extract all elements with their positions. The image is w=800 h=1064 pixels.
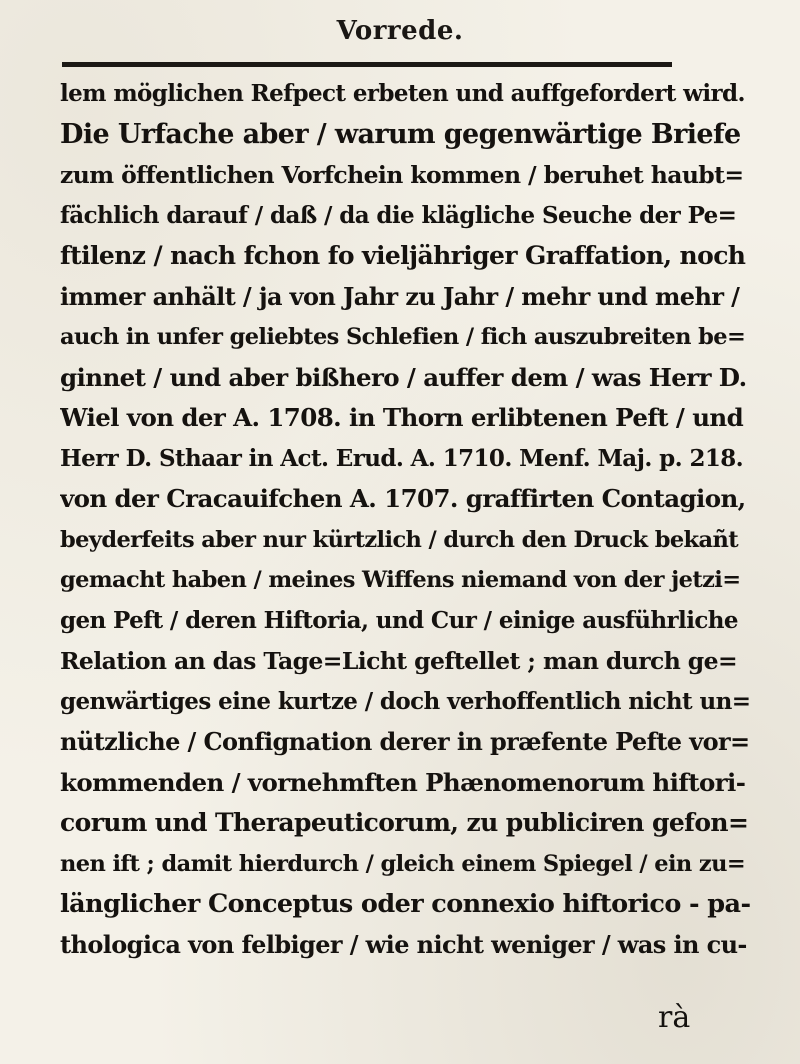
catchword: rà	[658, 1000, 691, 1035]
text-line: beyderfeits aber nur kürtzlich / durch den Druck bekañt	[60, 526, 739, 553]
text-line: von der Cracauifchen A. 1707. graffirten Contagion,	[60, 484, 746, 513]
text-line: zum öffentlichen Vorfchein kommen / beruhet haubt=	[60, 161, 744, 189]
text-line: corum und Therapeuticorum, zu publiciren gefon=	[60, 808, 749, 837]
text-line: nützliche / Confignation derer in præfente Pefte vor=	[60, 727, 750, 756]
text-line: lem möglichen Refpect erbeten und auffgefordert wird.	[60, 80, 745, 107]
text-line: kommenden / vornehmften Phænomenorum hiftori-	[60, 767, 746, 797]
text-line: nen ift ; damit hierdurch / gleich einem Spiegel / ein zu=	[60, 850, 746, 877]
text-line: thologica von felbiger / wie nicht weniger / was in cu-	[60, 929, 747, 959]
text-line: Herr D. Sthaar in Act. Erud. A. 1710. Menf. Maj. p. 218.	[60, 444, 744, 472]
text-line: gen Peft / deren Hiftoria, und Cur / einige ausführliche	[60, 606, 738, 634]
text-line: fächlich darauf / daß / da die klägliche Seuche der Pe=	[60, 201, 737, 229]
text-line: immer anhält / ja von Jahr zu Jahr / mehr und mehr /	[60, 281, 740, 311]
text-line: länglicher Conceptus oder connexio hiftorico - pa-	[60, 889, 750, 919]
text-line: Die Urfache aber / warum gegenwärtige Briefe	[60, 118, 741, 150]
text-line: genwärtiges eine kurtze / doch verhoffentlich nicht un=	[60, 687, 750, 715]
body-text	[60, 74, 750, 965]
text-line: gemacht haben / meines Wiffens niemand von der jetzi=	[60, 567, 741, 593]
header-rule	[62, 62, 672, 67]
text-line: Wiel von der A. 1708. in Thorn erlibtenen Peft / und	[60, 403, 744, 432]
page-header: Vorrede.	[336, 16, 464, 46]
text-line: ginnet / und aber bißhero / auffer dem / was Herr D.	[60, 362, 747, 392]
text-line: ftilenz / nach fchon fo vieljähriger Graffation, noch	[60, 241, 746, 270]
text-line: auch in unfer geliebtes Schlefien / fich auszubreiten be=	[60, 324, 746, 350]
text-line: Relation an das Tage=Licht geftellet ; man durch ge=	[60, 647, 738, 675]
